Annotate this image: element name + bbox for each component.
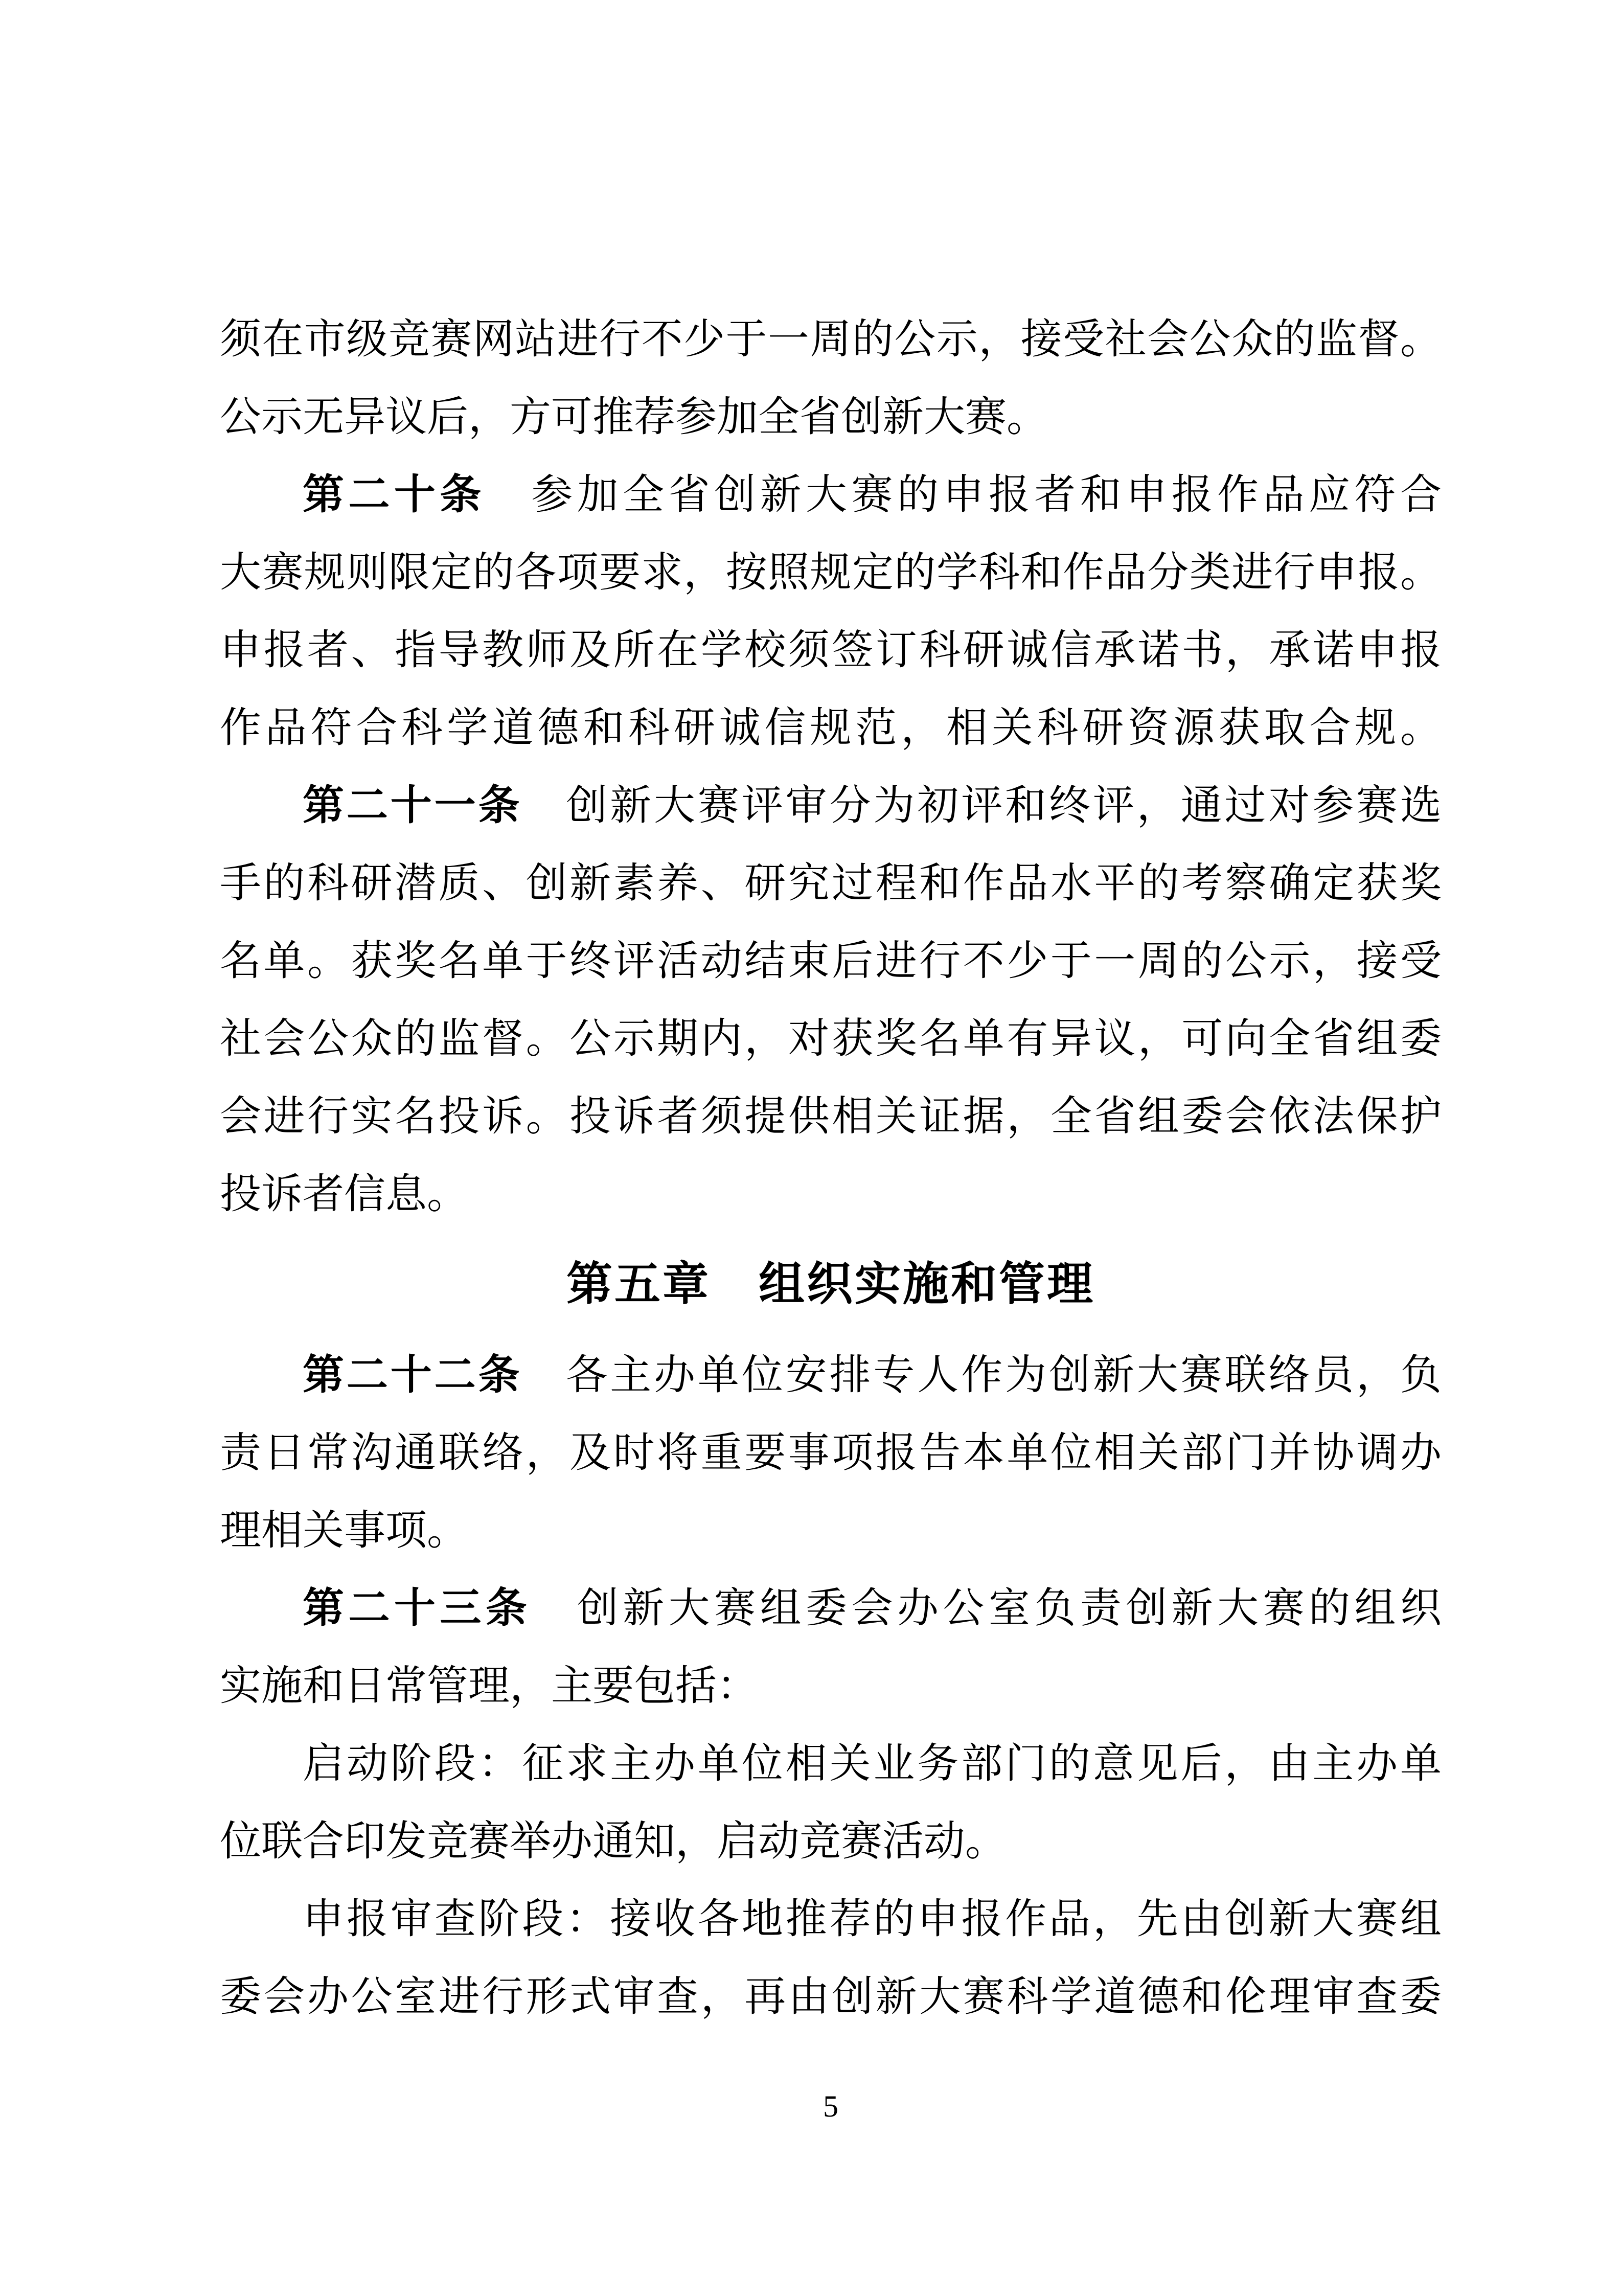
line-text: 参加全省创新大赛的申报者和申报作品应符合 bbox=[531, 472, 1442, 518]
line-text: 手的科研潜质、创新素养、研究过程和作品水平的考察确定获奖 bbox=[220, 860, 1442, 906]
line-text: 启动阶段：征求主办单位相关业务部门的意见后，由主办单 bbox=[303, 1741, 1442, 1787]
chapter-heading: 第五章 组织实施和管理 bbox=[566, 1259, 1095, 1310]
line-text: 委会办公室进行形式审查，再由创新大赛科学道德和伦理审查委 bbox=[220, 1974, 1442, 2020]
text-line bbox=[220, 611, 1442, 689]
line-text: 投诉者信息。 bbox=[220, 1171, 469, 1217]
line-text: 位联合印发竞赛举办通知，启动竞赛活动。 bbox=[220, 1818, 1007, 1865]
line-text: 社会公众的监督。公示期内，对获奖名单有异议，可向全省组委 bbox=[220, 1016, 1442, 1062]
text-line bbox=[220, 1492, 1442, 1570]
text-line bbox=[220, 1647, 1442, 1725]
article-number: 第二十一条 bbox=[303, 783, 566, 829]
article-number: 第二十二条 bbox=[303, 1352, 566, 1398]
text-line bbox=[220, 378, 1442, 456]
text-line bbox=[220, 301, 1442, 378]
text-line bbox=[220, 1725, 1442, 1803]
line-text: 会进行实名投诉。投诉者须提供相关证据，全省组委会依法保护 bbox=[220, 1094, 1442, 1140]
line-text: 作品符合科学道德和科研诚信规范，相关科研资源获取合规。 bbox=[220, 705, 1442, 751]
text-line bbox=[220, 1414, 1442, 1492]
line-text: 责日常沟通联络，及时将重要事项报告本单位相关部门并协调办 bbox=[220, 1430, 1442, 1476]
line-text: 理相关事项。 bbox=[220, 1508, 469, 1554]
text-line bbox=[220, 1958, 1442, 2036]
line-text: 公示无异议后，方可推荐参加全省创新大赛。 bbox=[220, 394, 1048, 440]
page-number: 5 bbox=[823, 2089, 838, 2123]
article-number: 第二十条 bbox=[303, 472, 532, 518]
text-line bbox=[220, 1880, 1442, 1958]
text-line bbox=[220, 845, 1442, 922]
text-line bbox=[220, 1570, 1442, 1647]
line-text: 申报者、指导教师及所在学校须签订科研诚信承诺书，承诺申报 bbox=[220, 627, 1442, 673]
line-text: 名单。获奖名单于终评活动结束后进行不少于一周的公示，接受 bbox=[220, 938, 1442, 984]
line-text: 各主办单位安排专人作为创新大赛联络员，负 bbox=[566, 1352, 1442, 1398]
document-body bbox=[220, 301, 1442, 2036]
text-line bbox=[220, 1155, 1442, 1233]
text-line bbox=[220, 534, 1442, 611]
line-text: 创新大赛评审分为初评和终评，通过对参赛选 bbox=[566, 783, 1442, 829]
text-line bbox=[220, 1803, 1442, 1880]
text-line bbox=[220, 456, 1442, 534]
text-line bbox=[220, 1078, 1442, 1155]
text-line bbox=[220, 922, 1442, 1000]
text-line bbox=[220, 1336, 1442, 1414]
text-line bbox=[220, 767, 1442, 845]
line-text: 大赛规则限定的各项要求，按照规定的学科和作品分类进行申报。 bbox=[220, 550, 1442, 596]
text-line bbox=[220, 1000, 1442, 1078]
article-number: 第二十三条 bbox=[303, 1585, 577, 1631]
line-text: 申报审查阶段：接收各地推荐的申报作品，先由创新大赛组 bbox=[303, 1896, 1442, 1942]
line-text: 须在市级竞赛网站进行不少于一周的公示，接受社会公众的监督。 bbox=[220, 316, 1442, 362]
line-text: 创新大赛组委会办公室负责创新大赛的组织 bbox=[577, 1585, 1442, 1631]
line-text: 实施和日常管理，主要包括： bbox=[220, 1663, 759, 1709]
text-line bbox=[220, 689, 1442, 767]
